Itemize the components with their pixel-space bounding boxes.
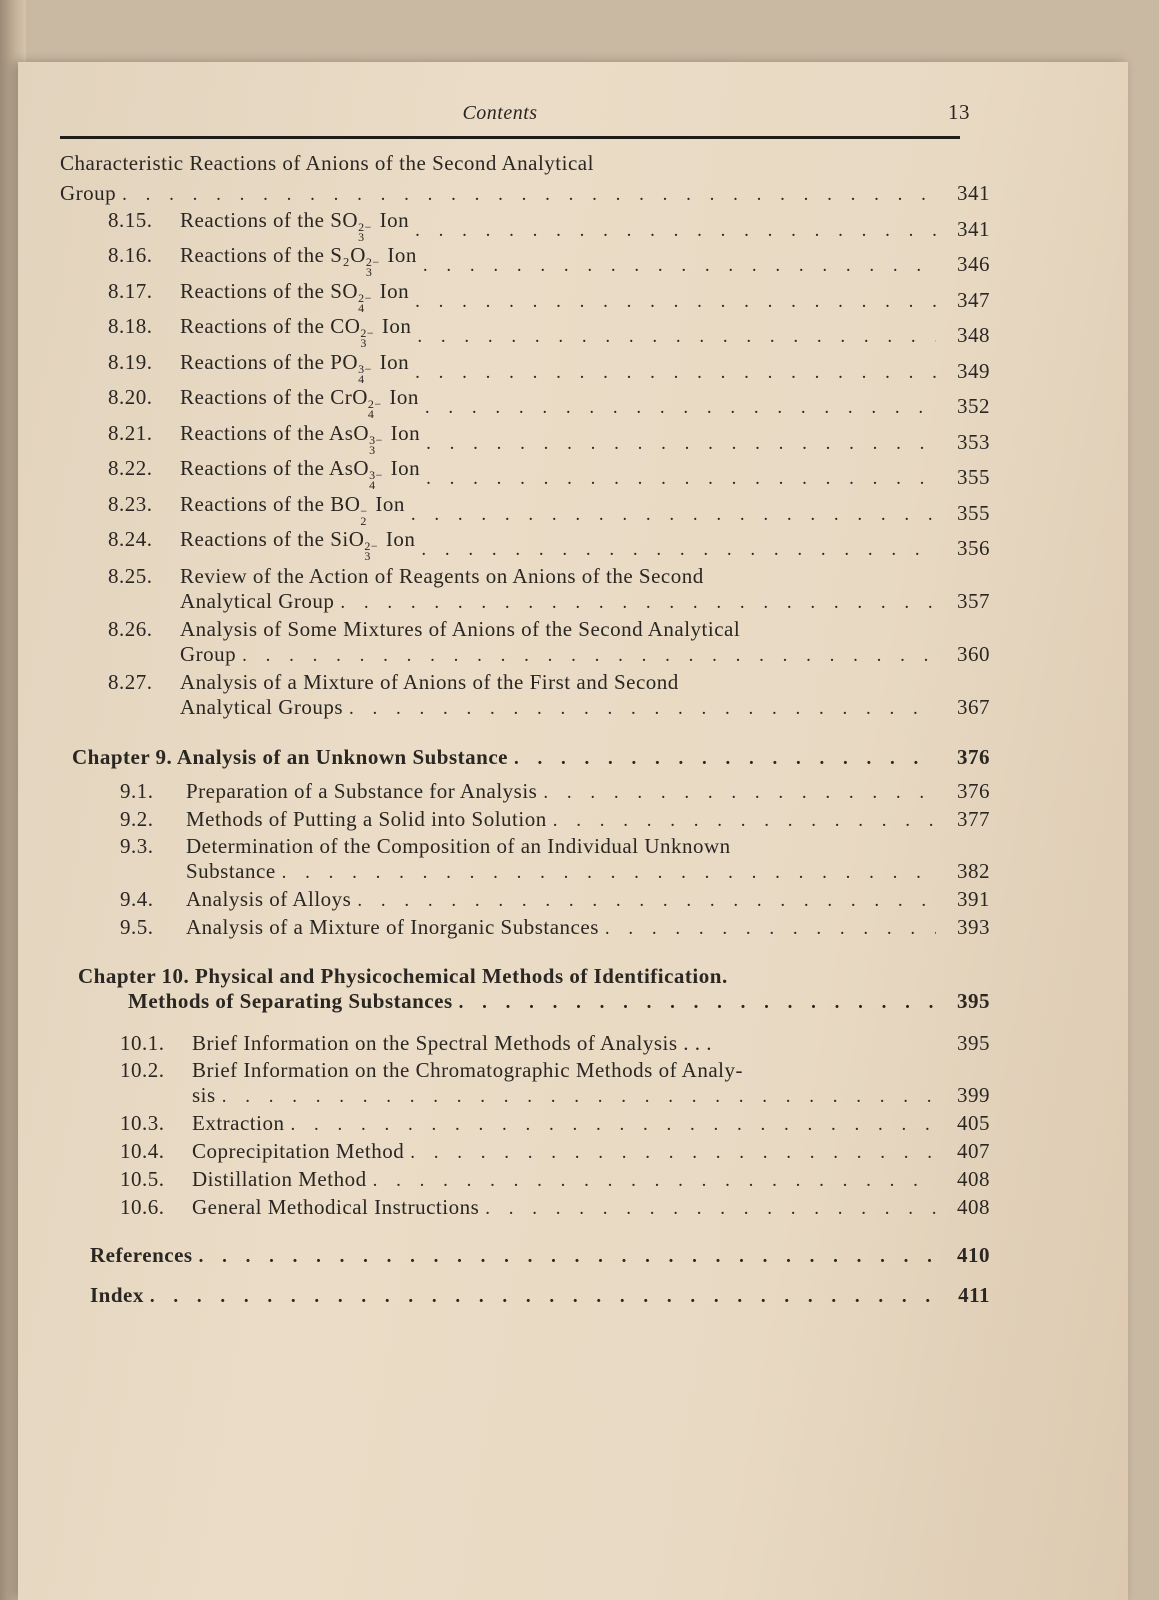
entry-page: 410 — [957, 1243, 990, 1267]
page-number: 13 — [948, 100, 970, 124]
section-number: 9.2. — [120, 807, 154, 831]
section-number: 8.18. — [108, 314, 153, 338]
header-rule — [60, 136, 960, 139]
section-number: 10.2. — [120, 1058, 165, 1082]
section-title-suffix: Ion — [380, 527, 416, 551]
entry-page: 376 — [957, 745, 990, 769]
toc-entry — [60, 561, 990, 614]
entry-page: 348 — [957, 323, 990, 347]
ion-subscript: 4 — [367, 407, 375, 421]
ion-superscript: 2− — [360, 326, 375, 340]
leader-dots — [373, 1170, 936, 1192]
section-number: 8.25. — [108, 564, 153, 588]
ion-charge — [360, 328, 374, 348]
section-number: 8.26. — [108, 617, 153, 641]
section-title: Reactions of the CrO — [180, 385, 368, 409]
entry-page: 382 — [957, 859, 990, 883]
section-title: Reactions of the SO — [180, 278, 359, 303]
leader-dots — [340, 592, 936, 614]
entry-page: 356 — [957, 536, 990, 560]
entry-page: 395 — [957, 989, 990, 1013]
leader-dots — [423, 255, 936, 277]
section-number: 8.15. — [108, 207, 153, 232]
leader-dots — [242, 645, 936, 667]
group-heading-line2: Group — [60, 181, 117, 205]
leader-dots — [349, 698, 936, 720]
section-title-line1: Determination of the Composition of an Individual Unknown — [186, 834, 731, 858]
section-title: Reactions of the SO — [180, 207, 359, 232]
toc-entry — [60, 884, 990, 912]
toc-entry — [60, 667, 990, 720]
references-entry — [60, 1234, 990, 1268]
entry-page: 347 — [957, 287, 990, 312]
entry-page: 399 — [957, 1083, 990, 1107]
toc-entry — [60, 776, 990, 804]
ion-superscript: 2− — [358, 219, 372, 234]
entry-page: 408 — [957, 1195, 990, 1219]
section-title-line1: Analysis of a Mixture of Anions of the First and Second — [180, 670, 679, 694]
toc-entry-10-1 — [60, 1026, 990, 1056]
leader-dots — [411, 504, 936, 526]
entry-page: 377 — [957, 807, 990, 831]
ion-subscript: 4 — [358, 371, 365, 386]
section-number: 9.5. — [120, 915, 154, 939]
contents-page — [60, 100, 990, 1308]
entry-page: 357 — [957, 589, 990, 613]
entry-page: 353 — [957, 429, 990, 454]
ion-charge — [366, 257, 380, 277]
section-title: Analysis of a Mixture of Inorganic Substances — [186, 915, 599, 939]
section-title-suffix: Ion — [373, 207, 410, 232]
entry-page: 391 — [957, 887, 990, 911]
toc-entry — [60, 455, 990, 491]
entry-page: 355 — [957, 465, 990, 489]
references-title: References — [90, 1243, 193, 1267]
toc-entry — [60, 277, 990, 313]
ion-subscript: 4 — [369, 478, 376, 492]
toc-entry — [60, 313, 990, 349]
toc-entry — [60, 1192, 990, 1220]
chapter-9-title: Chapter 9. Analysis of an Unknown Substance — [72, 745, 508, 769]
toc-entry — [60, 526, 990, 562]
leader-dots — [415, 220, 936, 242]
section-number: 10.1. — [120, 1031, 165, 1055]
chapter-9-entry — [60, 740, 990, 770]
toc-entry-9-3 — [60, 832, 990, 884]
leader-dots — [514, 748, 936, 770]
entry-page: 349 — [957, 358, 990, 383]
section-number: 8.27. — [108, 670, 153, 694]
section-number: 8.16. — [108, 243, 153, 267]
chapter-10-title-line2: Methods of Separating Substances — [128, 989, 453, 1013]
section-title: Methods of Putting a Solid into Solution — [186, 807, 547, 831]
ion-charge — [364, 541, 378, 561]
leader-dots — [290, 1114, 936, 1136]
section-title: Reactions of the BO — [180, 491, 361, 516]
chapter-10-title-line1: Chapter 10. Physical and Physicochemical Methods of Identification. — [78, 964, 728, 988]
section-title-suffix: Ion — [369, 491, 405, 516]
entry-page: 360 — [957, 642, 990, 666]
entry-page: 341 — [957, 181, 990, 205]
section-number: 10.4. — [120, 1139, 165, 1163]
section-number: 10.3. — [120, 1111, 165, 1135]
section-number: 10.6. — [120, 1195, 165, 1219]
section-title: General Methodical Instructions — [192, 1195, 480, 1219]
entry-page: 395 — [957, 1031, 990, 1055]
ion-charge — [369, 432, 383, 457]
section-number: 8.22. — [108, 456, 153, 480]
index-entry — [60, 1268, 990, 1308]
leader-dots — [122, 184, 936, 206]
toc-entry — [60, 1136, 990, 1164]
index-title: Index — [90, 1283, 144, 1307]
leader-dots — [222, 1086, 936, 1108]
section-title: Brief Information on the Spectral Methods of Analysis . . . — [192, 1031, 712, 1055]
entry-page: 407 — [957, 1139, 990, 1163]
ion-subscript: 3 — [369, 442, 376, 457]
ion-superscript: 2− — [364, 539, 379, 553]
toc-entry — [60, 490, 990, 526]
ion-subscript: 3 — [365, 265, 373, 279]
ion-subscript: 4 — [358, 300, 365, 315]
section-title-line1: Brief Information on the Chromatographic Methods of Analy- — [192, 1058, 743, 1082]
toc-entry — [60, 1164, 990, 1192]
ion-charge — [358, 219, 372, 244]
section-number: 8.21. — [108, 420, 153, 445]
toc-entry — [60, 242, 990, 278]
entry-page: 393 — [957, 915, 990, 939]
running-header — [60, 100, 990, 136]
section-title: Extraction — [192, 1111, 285, 1135]
sections-9-list — [60, 776, 990, 832]
leader-dots — [410, 1142, 936, 1164]
leader-dots — [485, 1198, 936, 1220]
ion-charge — [360, 503, 368, 528]
leader-dots — [426, 468, 936, 490]
toc-entry — [60, 206, 990, 242]
section-number: 9.1. — [120, 779, 154, 803]
section-title-line2: Substance — [186, 859, 276, 883]
section-title-line1: Analysis of Some Mixtures of Anions of the Second Analytical — [180, 617, 741, 641]
section-title-line2: sis — [192, 1083, 216, 1107]
toc-entry — [60, 348, 990, 384]
chapter-10-entry — [60, 962, 990, 1014]
section-title-suffix: Ion — [381, 243, 417, 267]
leader-dots — [421, 539, 936, 561]
section-title-suffix: Ion — [373, 278, 410, 303]
leader-dots — [150, 1286, 936, 1308]
toc-entry — [60, 384, 990, 420]
section-title: Preparation of a Substance for Analysis — [186, 779, 538, 803]
section-title: Reactions of the AsO — [180, 420, 370, 445]
ion-subscript: 3 — [358, 229, 365, 244]
leader-dots — [357, 890, 936, 912]
section-number: 8.24. — [108, 527, 153, 551]
section-title: Analysis of Alloys — [186, 887, 352, 911]
section-title: Reactions of the AsO — [180, 456, 370, 480]
ion-charge — [369, 470, 383, 490]
leader-dots — [415, 362, 936, 384]
sections-10-list — [60, 1108, 990, 1220]
section-title: Distillation Method — [192, 1167, 367, 1191]
section-title: Reactions of the S₂O — [180, 243, 366, 267]
section-number: 8.20. — [108, 385, 153, 409]
sections-8-multiline-list — [60, 561, 990, 720]
leader-dots — [415, 291, 936, 313]
section-title-suffix: Ion — [384, 420, 421, 445]
toc-entry — [60, 614, 990, 667]
entry-page: 352 — [957, 394, 990, 418]
ion-subscript: 3 — [364, 549, 371, 563]
ion-superscript: 3− — [369, 432, 383, 447]
leader-dots — [553, 810, 936, 832]
section-number: 8.17. — [108, 278, 153, 303]
section-number: 9.3. — [120, 834, 154, 858]
ion-charge — [368, 399, 382, 419]
entry-page: 346 — [957, 252, 990, 276]
leader-dots — [199, 1246, 936, 1268]
header-title: Contents — [462, 102, 538, 124]
section-title-line1: Review of the Action of Reagents on Anions of the Second — [180, 564, 704, 588]
toc-entry-10-2 — [60, 1056, 990, 1108]
leader-dots — [282, 862, 936, 884]
leader-dots — [425, 397, 936, 419]
leader-dots — [417, 326, 936, 348]
section-title: Reactions of the SiO — [180, 527, 365, 551]
section-title: Reactions of the CO — [180, 314, 361, 338]
entry-page: 367 — [957, 695, 990, 719]
ion-charge — [358, 361, 372, 386]
toc-entry — [60, 419, 990, 455]
leader-dots — [605, 918, 936, 940]
toc-entry — [60, 1108, 990, 1136]
sections-9b-list — [60, 884, 990, 940]
ion-subscript: 2 — [360, 513, 367, 528]
ion-superscript: − — [360, 503, 368, 518]
section-title-suffix: Ion — [373, 349, 410, 374]
toc-entry — [60, 804, 990, 832]
group-heading-line1: Characteristic Reactions of Anions of the Second Analytical — [60, 151, 594, 175]
leader-dots — [543, 782, 936, 804]
ion-superscript: 3− — [369, 468, 383, 482]
section-title-suffix: Ion — [383, 385, 419, 409]
entry-page: 376 — [957, 779, 990, 803]
section-title-line2: Group — [180, 642, 237, 666]
section-number: 8.23. — [108, 491, 153, 516]
entry-page: 408 — [957, 1167, 990, 1191]
section-number: 10.5. — [120, 1167, 165, 1191]
ion-superscript: 2− — [358, 290, 372, 305]
entry-page: 341 — [957, 216, 990, 241]
ion-superscript: 2− — [365, 255, 380, 269]
entry-page: 355 — [957, 500, 990, 525]
section-title-line2: Analytical Groups — [180, 695, 344, 719]
ion-charge — [358, 290, 372, 315]
section-title-suffix: Ion — [384, 456, 421, 480]
section-number: 8.19. — [108, 349, 153, 374]
ion-subscript: 3 — [360, 336, 367, 350]
section-title: Reactions of the PO — [180, 349, 359, 374]
section-title-suffix: Ion — [376, 314, 412, 338]
entry-page: 405 — [957, 1111, 990, 1135]
section-title-line2: Analytical Group — [180, 589, 335, 613]
toc-entry — [60, 912, 990, 940]
section-title: Coprecipitation Method — [192, 1139, 405, 1163]
entry-page: 411 — [958, 1283, 990, 1307]
leader-dots — [459, 992, 936, 1014]
group-heading — [60, 151, 990, 206]
section-number: 9.4. — [120, 887, 154, 911]
ion-superscript: 3− — [358, 361, 372, 376]
ion-superscript: 2− — [367, 397, 382, 411]
leader-dots — [426, 433, 936, 455]
sections-8-list — [60, 206, 990, 561]
